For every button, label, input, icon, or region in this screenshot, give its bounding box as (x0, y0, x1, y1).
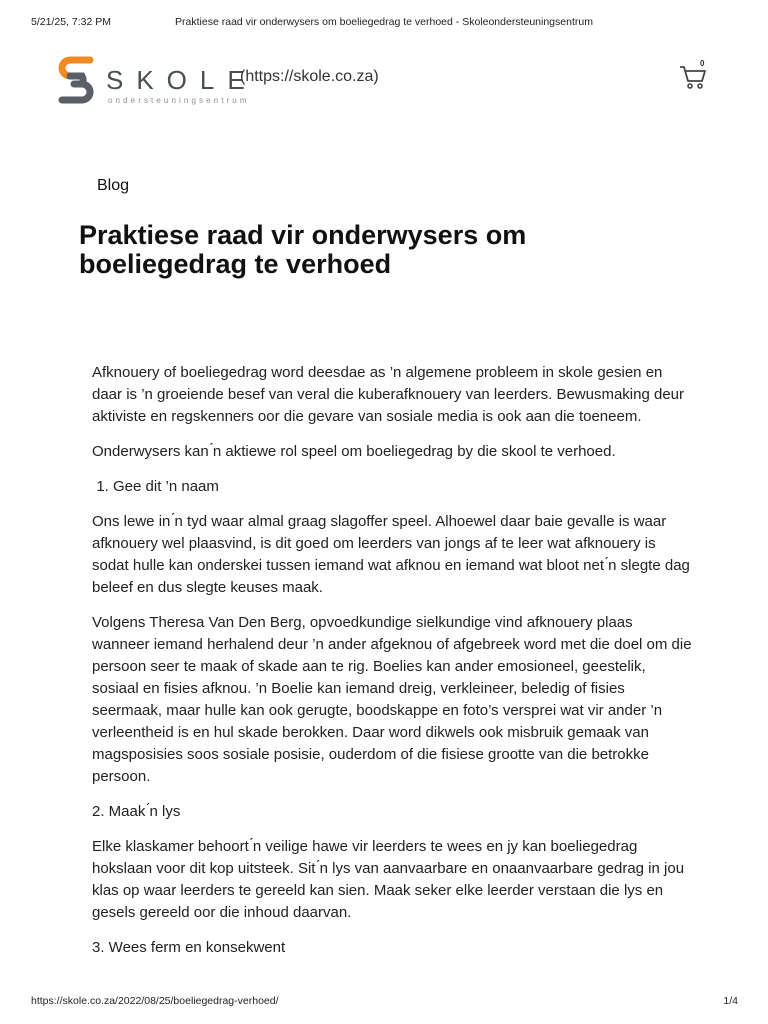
brand-name: SKOLE (106, 65, 258, 95)
logo-s-mark-icon (56, 54, 96, 108)
step-list (92, 476, 692, 498)
intro-paragraph-2: Onderwysers kan ́n aktiewe rol speel om boeliegedrag by die skool te verhoed. (92, 443, 616, 460)
step-heading-1: 1. Gee dit ’n naam (113, 476, 692, 498)
brand-subtitle: ondersteuningsentrum (108, 96, 250, 105)
print-page-title: Praktiese raad vir onderwysers om boeliegedrag te verhoed - Skoleondersteuningsentrum (175, 16, 593, 28)
step-1-paragraph-2: Volgens Theresa Van Den Berg, opvoedkundige sielkundige vind afknouery plaas wanneer iemand herhalend deur ’n ander afgeknou of afgebreek word met die doel om die persoon seer te maak of skade aan te rig. Boelies kan ander emosioneel, geestelik, sosiaal en fisies afknou. ’n Boelie kan iemand dreig, verkleineer, beledig of fisies seermaak, maar hulle kan ook gerugte, boodskappe en foto’s versprei wat vir ander ’n verleentheid is en hul skade berokken. Daar word dikwels ook misbruik gemaak van magsposisies soos sosiale posisie, ouderdom of die fisiese grootte van die betrokke persoon. (92, 614, 692, 785)
article-title: Praktiese raad vir onderwysers om boeliegedrag te verhoed (79, 220, 527, 279)
print-footer-url: https://skole.co.za/2022/08/25/boeliegedrag-verhoed/ (31, 995, 279, 1007)
print-datetime: 5/21/25, 7:32 PM (31, 16, 111, 28)
site-url-link[interactable]: (https://skole.co.za) (240, 68, 379, 85)
article-body (92, 362, 692, 972)
step-heading-3: 3. Wees ferm en konsekwent (92, 939, 286, 956)
print-page-number: 1/4 (723, 995, 738, 1007)
step-1-paragraph-1: Ons lewe in ́n tyd waar almal graag slagoffer speel. Alhoewel daar baie gevalle is waar afknouery wel plaasvind, is dit goed om leerders van jongs af te leer wat afknouery is sodat hulle kan onderskei tussen iemand wat afknou en iemand wat bloot net ́n slegte dag beleef en dus slegte keuses maak. (92, 513, 690, 596)
cart-count-badge: 0 (700, 59, 705, 68)
intro-paragraph-1: Afknouery of boeliegedrag word deesdae as ’n algemene probleem in skole gesien en daar is ’n groeiende besef van veral die kuberafknouery van leerders. Bewusmaking deur aktiviste en regskenners oor die gevare van sosiale media is ook aan die toeneem. (92, 364, 685, 425)
step-heading-2: 2. Maak ́n lys (92, 803, 181, 820)
category-link[interactable]: Blog (97, 177, 130, 194)
step-2-paragraph-1: Elke klaskamer behoort ́n veilige hawe vir leerders te wees en jy kan boeliegedrag hokslaan voor dit kop uitsteek. Sit ́n lys van aanvaarbare en onaanvaarbare gedrag in jou klas op waar leerders te gereeld kan sien. Maak seker elke leerder verstaan die lys en gesels gereeld oor die inhoud daarvan. (92, 838, 685, 921)
